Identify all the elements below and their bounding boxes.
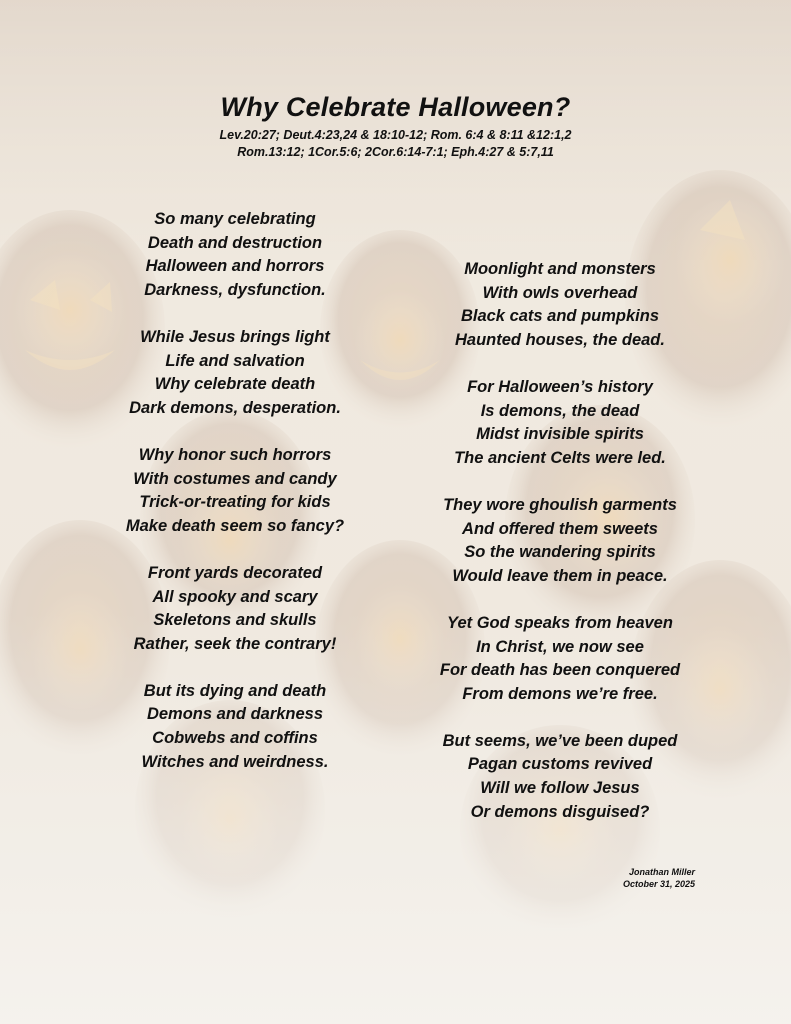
poem-line: Is demons, the dead <box>480 401 640 420</box>
poem-line: Pagan customs revived <box>467 755 653 774</box>
poem-line: Halloween and horrors <box>145 257 325 276</box>
poem-line: Black cats and pumpkins <box>460 307 660 326</box>
poem-line: Skeletons and skulls <box>153 611 317 630</box>
stanza <box>425 376 695 470</box>
poem-line: Death and destruction <box>147 233 323 252</box>
poem-line: Make death seem so fancy? <box>125 516 345 535</box>
poem-line: Haunted houses, the dead. <box>455 330 665 349</box>
reference-line: Lev.20:27; Deut.4:23,24 & 18:10-12; Rom. 6:4 & 8:11 &12:1,2 <box>219 128 572 142</box>
poem-line: All spooky and scary <box>152 587 318 606</box>
poem-line: Life and salvation <box>165 351 305 370</box>
poem-line: Why celebrate death <box>154 375 316 394</box>
author-name: Jonathan Miller <box>628 867 695 877</box>
stanza <box>110 680 360 774</box>
poem-line: And offered them sweets <box>462 519 658 538</box>
poem-line: From demons we’re free. <box>462 684 658 703</box>
poem-line: So many celebrating <box>154 210 316 228</box>
stanza <box>425 494 695 588</box>
signature-block <box>623 866 695 890</box>
poem-line: Would leave them in peace. <box>452 566 668 585</box>
stanza <box>110 326 360 420</box>
poem-line: Cobwebs and coffins <box>152 729 318 748</box>
poem-line: With costumes and candy <box>133 469 337 488</box>
poem-line: For death has been conquered <box>439 661 681 680</box>
poem-right-column <box>425 258 695 848</box>
stanza <box>110 562 360 656</box>
poem-title: Why Celebrate Halloween? <box>220 92 571 122</box>
poem-left-column <box>110 208 360 798</box>
poem-line: For Halloween’s history <box>467 377 653 396</box>
stanza <box>110 444 360 538</box>
stanza <box>425 258 695 352</box>
poem-date: October 31, 2025 <box>622 879 695 889</box>
poem-line: While Jesus brings light <box>140 327 330 346</box>
poem-line: Front yards decorated <box>147 563 323 582</box>
poem-line: Midst invisible spirits <box>476 425 644 444</box>
stanza <box>425 612 695 706</box>
poem-line: With owls overhead <box>482 283 638 302</box>
poem-line: Moonlight and monsters <box>464 260 656 278</box>
poem-line: But seems, we’ve been duped <box>442 731 678 750</box>
poem-line: They wore ghoulish garments <box>443 495 677 514</box>
poem-line: Or demons disguised? <box>470 802 650 821</box>
stanza <box>425 730 695 824</box>
scripture-references <box>0 127 791 161</box>
poem-line: Why honor such horrors <box>138 445 332 464</box>
poem-line: Darkness, dysfunction. <box>144 280 326 299</box>
stanza <box>110 208 360 302</box>
poem-line: Will we follow Jesus <box>480 779 640 798</box>
poem-line: The ancient Celts were led. <box>454 448 666 467</box>
poem-line: So the wandering spirits <box>464 543 656 562</box>
poem-line: Dark demons, desperation. <box>129 398 341 417</box>
poem-line: Demons and darkness <box>146 705 324 724</box>
poem-line: Trick-or-treating for kids <box>139 493 331 512</box>
poem-line: Rather, seek the contrary! <box>133 634 337 653</box>
poem-line: In Christ, we now see <box>476 637 644 656</box>
poem-line: But its dying and death <box>143 681 327 700</box>
poem-line: Witches and weirdness. <box>141 752 329 771</box>
reference-line: Rom.13:12; 1Cor.5:6; 2Cor.6:14-7:1; Eph.4:27 & 5:7,11 <box>237 145 554 159</box>
poem-line: Yet God speaks from heaven <box>447 613 673 632</box>
